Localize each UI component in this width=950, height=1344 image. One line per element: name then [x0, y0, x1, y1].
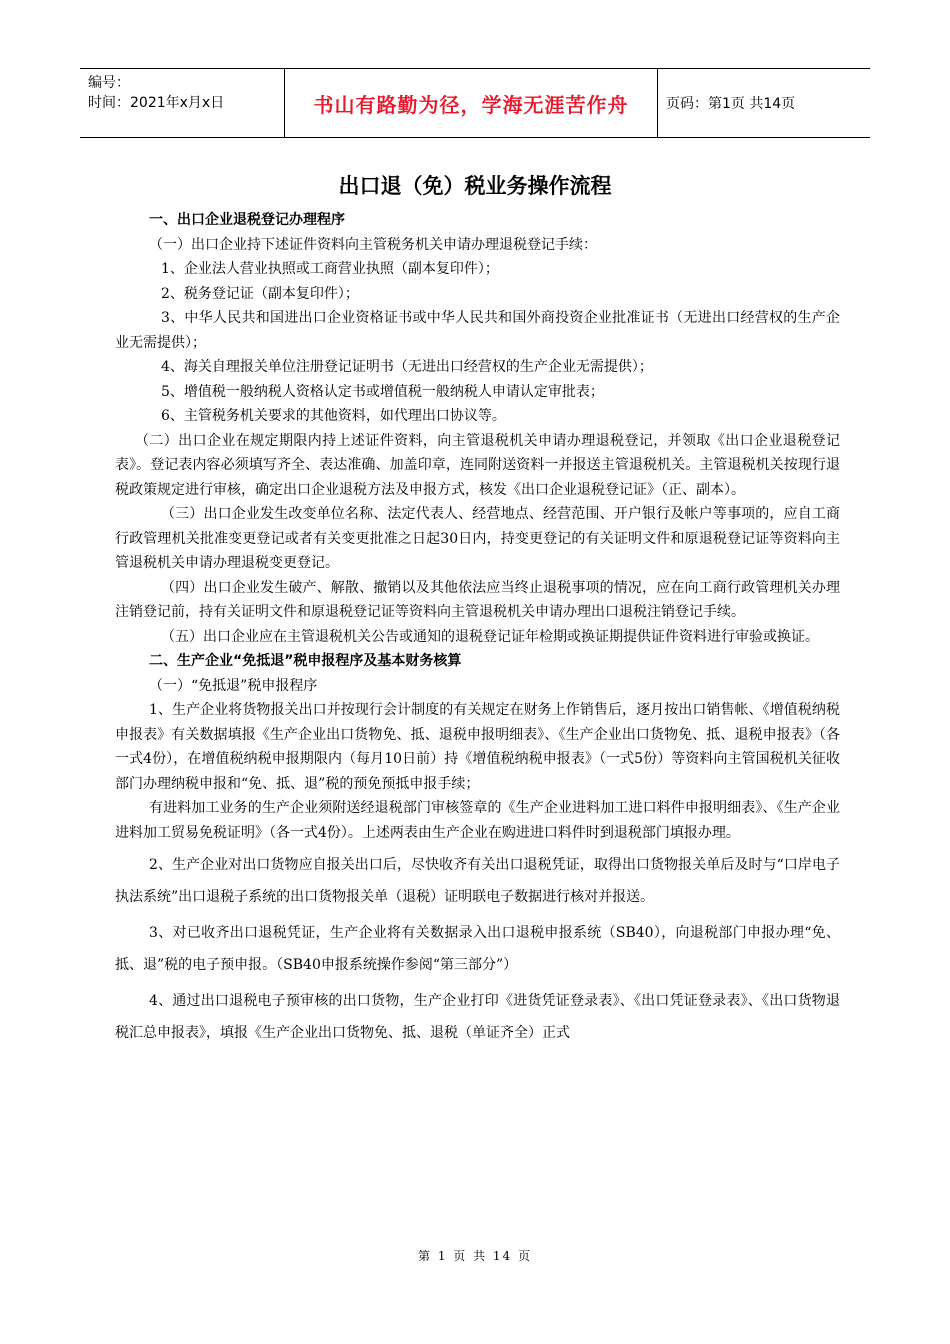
- document-title: 出口退（免）税业务操作流程: [338, 174, 612, 198]
- doc-number-label: 编号：: [88, 75, 130, 91]
- paragraph: （四）出口企业发生破产、解散、撤销以及其他依法应当终止退税事项的情况，应在向工商行政管理机关办理注销登记前，持有关证明文件和原退税登记证等资料向主管退税机关申请办理出口退税注销登记手续。: [115, 579, 840, 620]
- document-body: [115, 208, 840, 1049]
- header-page-info: 页码：第1页 共14页: [666, 96, 796, 112]
- paragraph: （二）出口企业在规定期限内持上述证件资料，向主管退税机关申请办理退税登记，并领取《出口企业退税登记表》。登记表内容必须填写齐全、表达准确、加盖印章，连同附送资料一并报送主管退税机关。主管退税机关按现行退税政策规定进行审核，确定出口企业退税方法及申报方式，核发《出口企业退税登记证》（正、副本）。: [115, 432, 840, 498]
- list-item: 4、海关自理报关单位注册登记证明书（无进出口经营权的生产企业无需提供）；: [161, 359, 653, 375]
- paragraph: 2、生产企业对出口货物应自报关出口后，尽快收齐有关出口退税凭证，取得出口货物报关单后及时与“口岸电子执法系统”出口退税子系统的出口货物报关单（退税）证明联电子数据进行核对并报送。: [115, 857, 840, 905]
- paragraph: （一）出口企业持下述证件资料向主管税务机关申请办理退税登记手续：: [149, 236, 597, 253]
- subsection-heading: （一）“免抵退”税申报程序: [149, 677, 318, 694]
- list-item: 3、中华人民共和国进出口企业资格证书或中华人民共和国外商投资企业批准证书（无进出口经营权的生产企业无需提供）；: [115, 310, 840, 351]
- paragraph: 有进料加工业务的生产企业须附送经退税部门审核签章的《生产企业进料加工进口料件申报明细表》、《生产企业进料加工贸易免税证明》（各一式4份）。上述两表由生产企业在购进进口料件时到退税部门填报办理。: [115, 800, 840, 841]
- header-meta: [80, 69, 284, 137]
- section-heading-2: 二、生产企业“免抵退”税申报程序及基本财务核算: [149, 653, 462, 669]
- section-heading-1: 一、出口企业退税登记办理程序: [149, 212, 345, 228]
- page-footer: 第 1 页 共 14 页: [418, 1249, 532, 1263]
- header-motto: 书山有路勤为径，学海无涯苦作舟: [313, 92, 629, 117]
- paragraph: 4、通过出口退税电子预审核的出口货物，生产企业打印《进货凭证登录表》、《出口凭证登录表》、《出口货物退税汇总申报表》，填报《生产企业出口货物免、抵、退税（单证齐全）正式: [115, 993, 840, 1041]
- paragraph: 1、生产企业将货物报关出口并按现行会计制度的有关规定在财务上作销售后，逐月按出口销售帐、《增值税纳税申报表》有关数据填报《生产企业出口货物免、抵、退税申报明细表》、《生产企业出口货物免、抵、退税申报表》（各一式4份），在增值税纳税申报期限内（每月10日前）持《增值税纳税申报表》（一式5份）等资料向主管国税机关征收部门办理纳税申报和“免、抵、退”税的预免预抵申报手续；: [115, 702, 840, 792]
- list-item: 1、企业法人营业执照或工商营业执照（副本复印件）；: [161, 261, 499, 277]
- list-item: 2、税务登记证（副本复印件）；: [161, 285, 359, 302]
- page-header: [80, 68, 870, 138]
- list-item: 5、增值税一般纳税人资格认定书或增值税一般纳税人申请认定审批表；: [161, 383, 604, 400]
- doc-time-label: 时间：2021年x月x日: [88, 95, 225, 111]
- list-item: 6、主管税务机关要求的其他资料，如代理出口协议等。: [161, 408, 506, 424]
- paragraph: （三）出口企业发生改变单位名称、法定代表人、经营地点、经营范围、开户银行及帐户等事项的，应自工商行政管理机关批准变更登记或者有关变更批准之日起30日内，持变更登记的有关证明文件和原退税登记证等资料向主管退税机关申请办理退税变更登记。: [115, 506, 840, 571]
- header-motto-cell: [284, 69, 658, 137]
- paragraph: 3、对已收齐出口退税凭证，生产企业将有关数据录入出口退税申报系统（SB40），向退税部门申报办理“免、抵、退”税的电子预申报。（SB40申报系统操作参阅“第三部分”）: [115, 925, 840, 973]
- header-page-info-cell: [658, 69, 870, 137]
- paragraph: （五）出口企业应在主管退税机关公告或通知的退税登记证年检期或换证期提供证件资料进行审验或换证。: [161, 628, 819, 645]
